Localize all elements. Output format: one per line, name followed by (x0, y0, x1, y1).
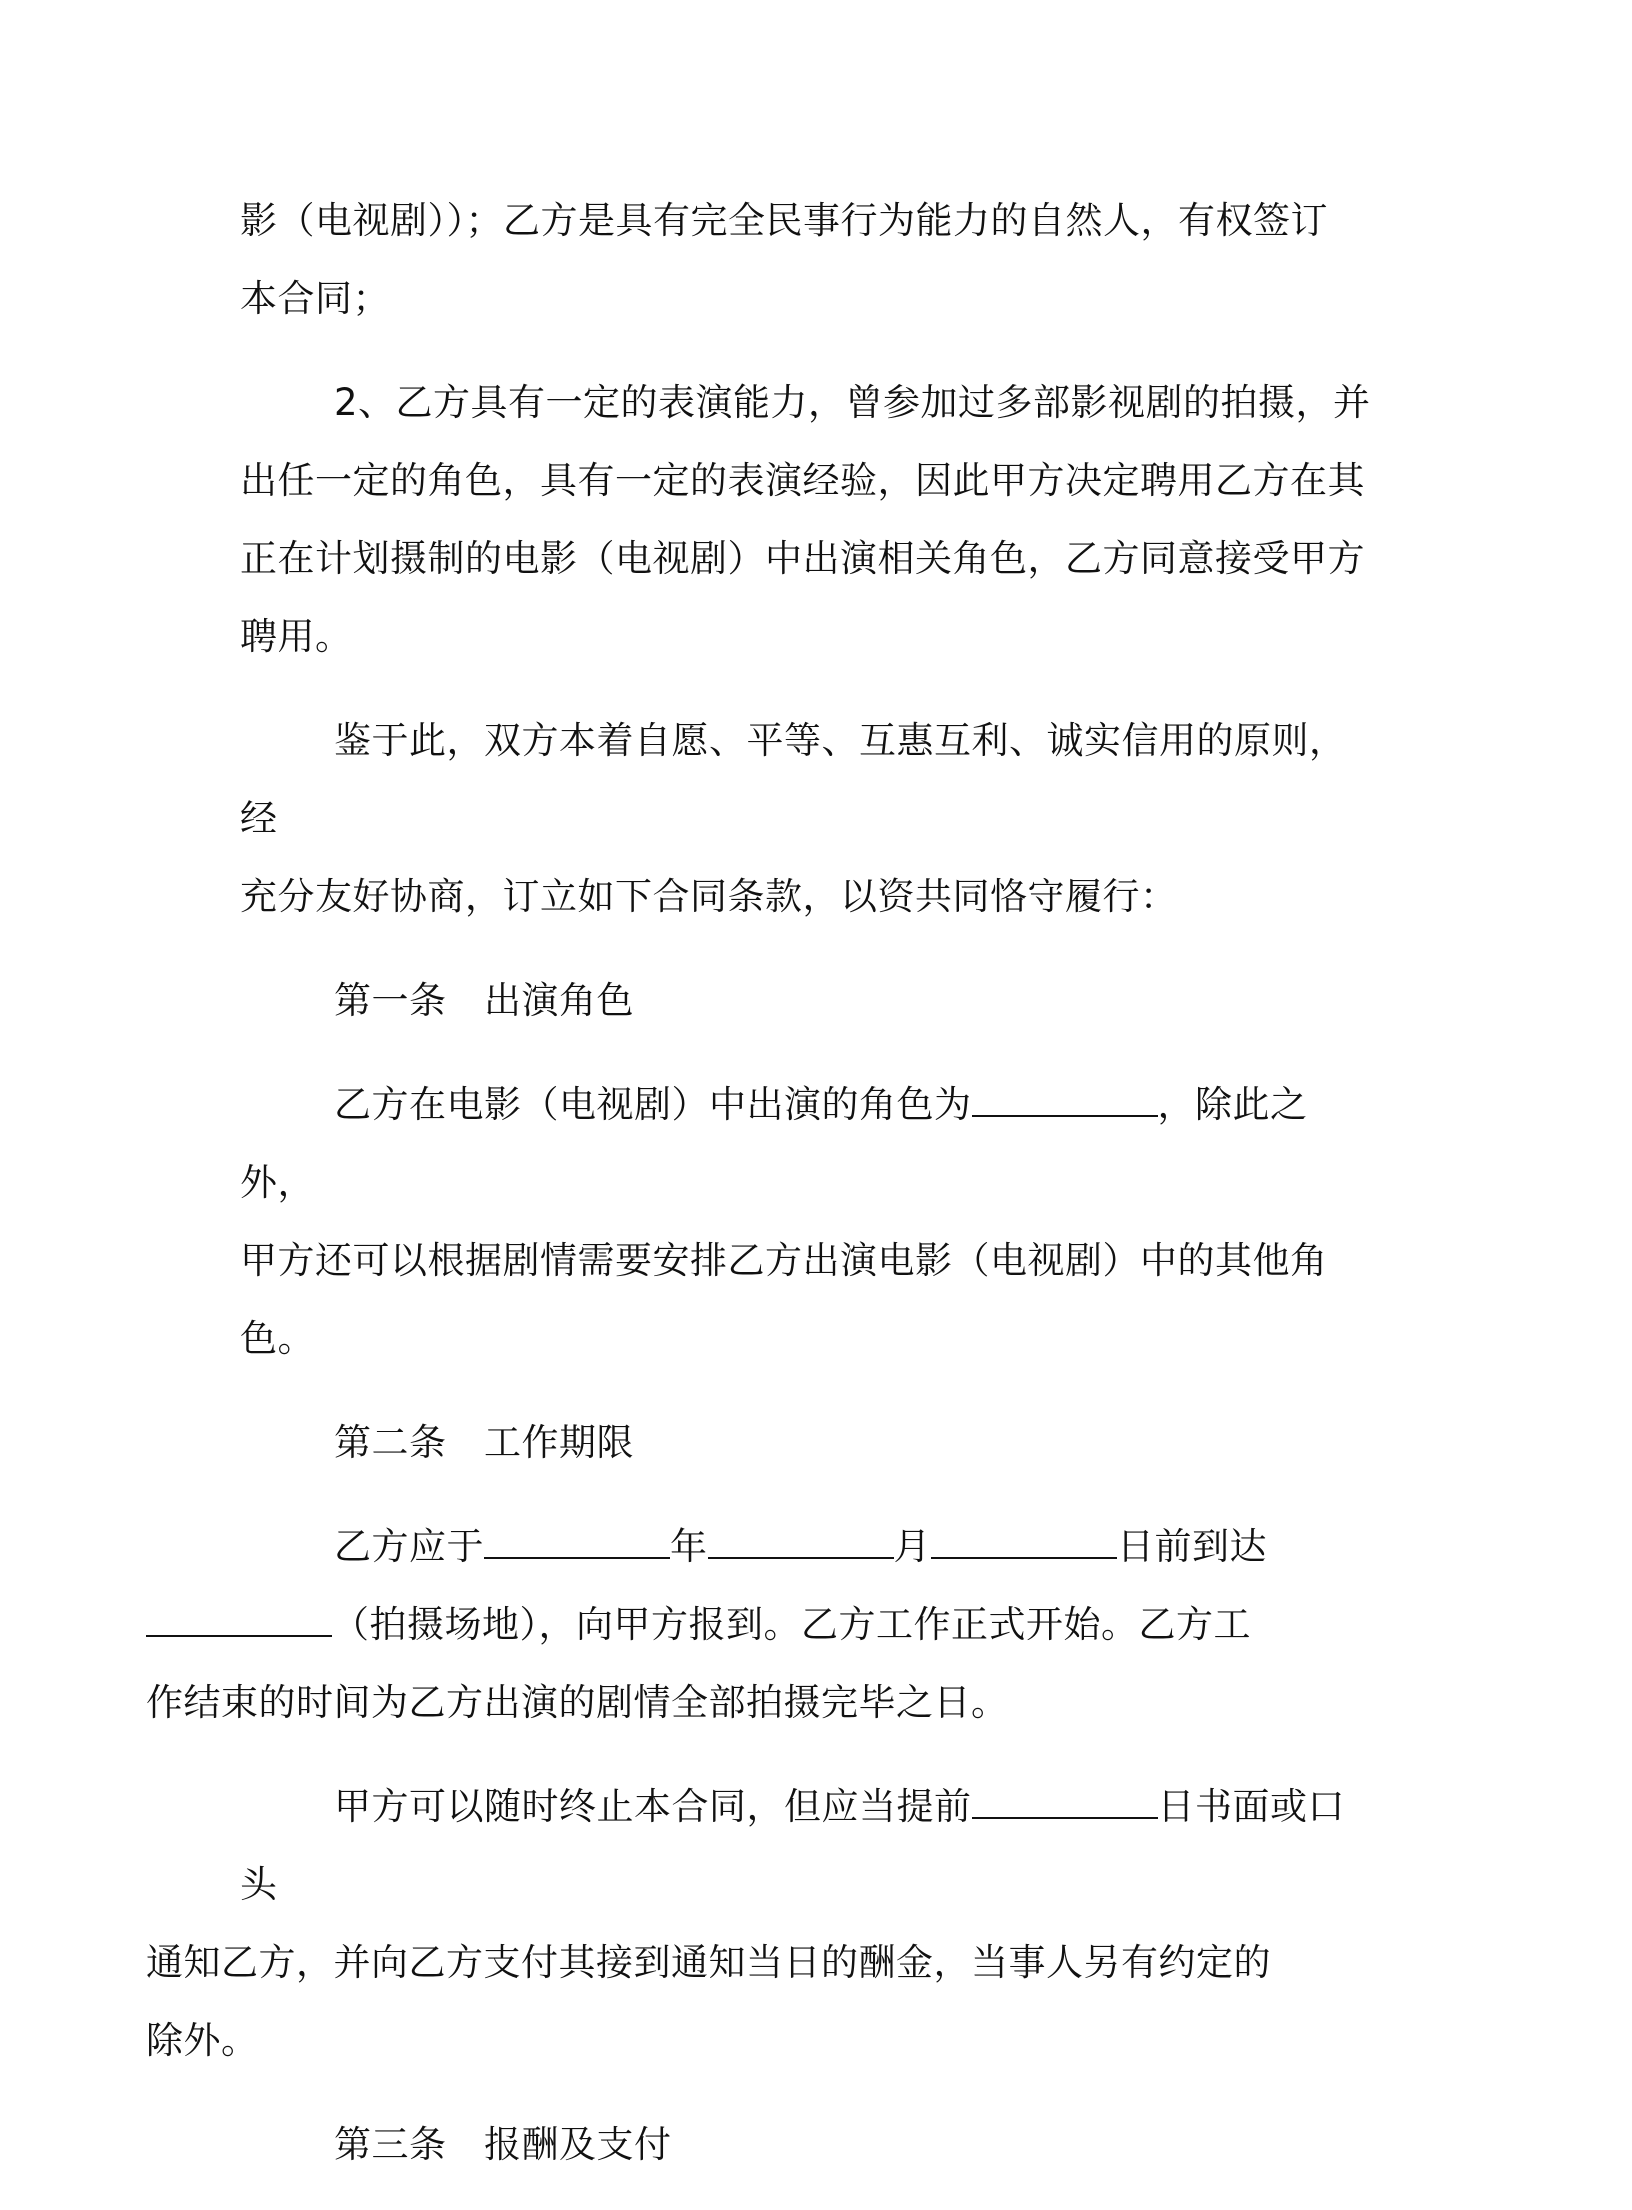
fill-in-blank-month[interactable] (708, 1527, 894, 1559)
text-fragment: ，除此之外， (240, 1083, 1308, 1204)
text-fragment: 日前到达 (1117, 1525, 1267, 1568)
text-fragment: 月 (893, 1525, 931, 1568)
text-line: 鉴于此，双方本着自愿、平等、互惠互利、诚实信用的原则，经 (240, 719, 1347, 840)
text-line: 本合同； (240, 277, 390, 320)
text-line: 2、乙方具有一定的表演能力，曾参加过多部影视剧的拍摄，并 (334, 381, 1371, 424)
text-line: 影（电视剧））；乙方是具有完全民事行为能力的自然人，有权签订 (240, 199, 1328, 242)
text-fragment: 甲方可以随时终止本合同，但应当提前 (334, 1785, 972, 1828)
paragraph-whereas (240, 702, 1380, 936)
fill-in-blank-role[interactable] (972, 1085, 1158, 1117)
text-fragment: 乙方在电影（电视剧）中出演的角色为 (334, 1083, 972, 1126)
article-1-text (240, 1066, 1380, 1378)
article-1-heading: 第一条 出演角色 (334, 979, 634, 1022)
paragraph-clause-2 (240, 364, 1380, 676)
text-fragment: 日书面或口头 (240, 1785, 1345, 1906)
text-line: 甲方还可以根据剧情需要安排乙方出演电影（电视剧）中的其他角色。 (240, 1239, 1328, 1360)
article-2-paragraph-2 (146, 1768, 1380, 2080)
text-line: 充分友好协商，订立如下合同条款，以资共同恪守履行： (240, 875, 1178, 918)
text-fragment: （拍摄场地），向甲方报到。乙方工作正式开始。乙方工 (332, 1603, 1251, 1646)
text-line: 正在计划摄制的电影（电视剧）中出演相关角色，乙方同意接受甲方 (240, 537, 1365, 580)
text-fragment: 年 (670, 1525, 708, 1568)
fill-in-blank-notice-days[interactable] (972, 1787, 1158, 1819)
document-body (146, 182, 1380, 2210)
fill-in-blank-year[interactable] (484, 1527, 670, 1559)
paragraph-intro-continued (240, 182, 1380, 338)
fill-in-blank-day[interactable] (931, 1527, 1117, 1559)
fill-in-blank-location[interactable] (146, 1605, 332, 1637)
text-line: 聘用。 (240, 615, 353, 658)
text-line: 出任一定的角色，具有一定的表演经验，因此甲方决定聘用乙方在其 (240, 459, 1365, 502)
article-2-paragraph-1 (146, 1508, 1380, 1742)
article-2-heading: 第二条 工作期限 (334, 1421, 634, 1464)
text-line: 通知乙方，并向乙方支付其接到通知当日的酬金，当事人另有约定的 (146, 1941, 1271, 1984)
text-line: 作结束的时间为乙方出演的剧情全部拍摄完毕之日。 (146, 1681, 1009, 1724)
text-fragment: 乙方应于 (334, 1525, 484, 1568)
text-line: 除外。 (146, 2019, 259, 2062)
article-3-heading: 第三条 报酬及支付 (334, 2123, 672, 2166)
